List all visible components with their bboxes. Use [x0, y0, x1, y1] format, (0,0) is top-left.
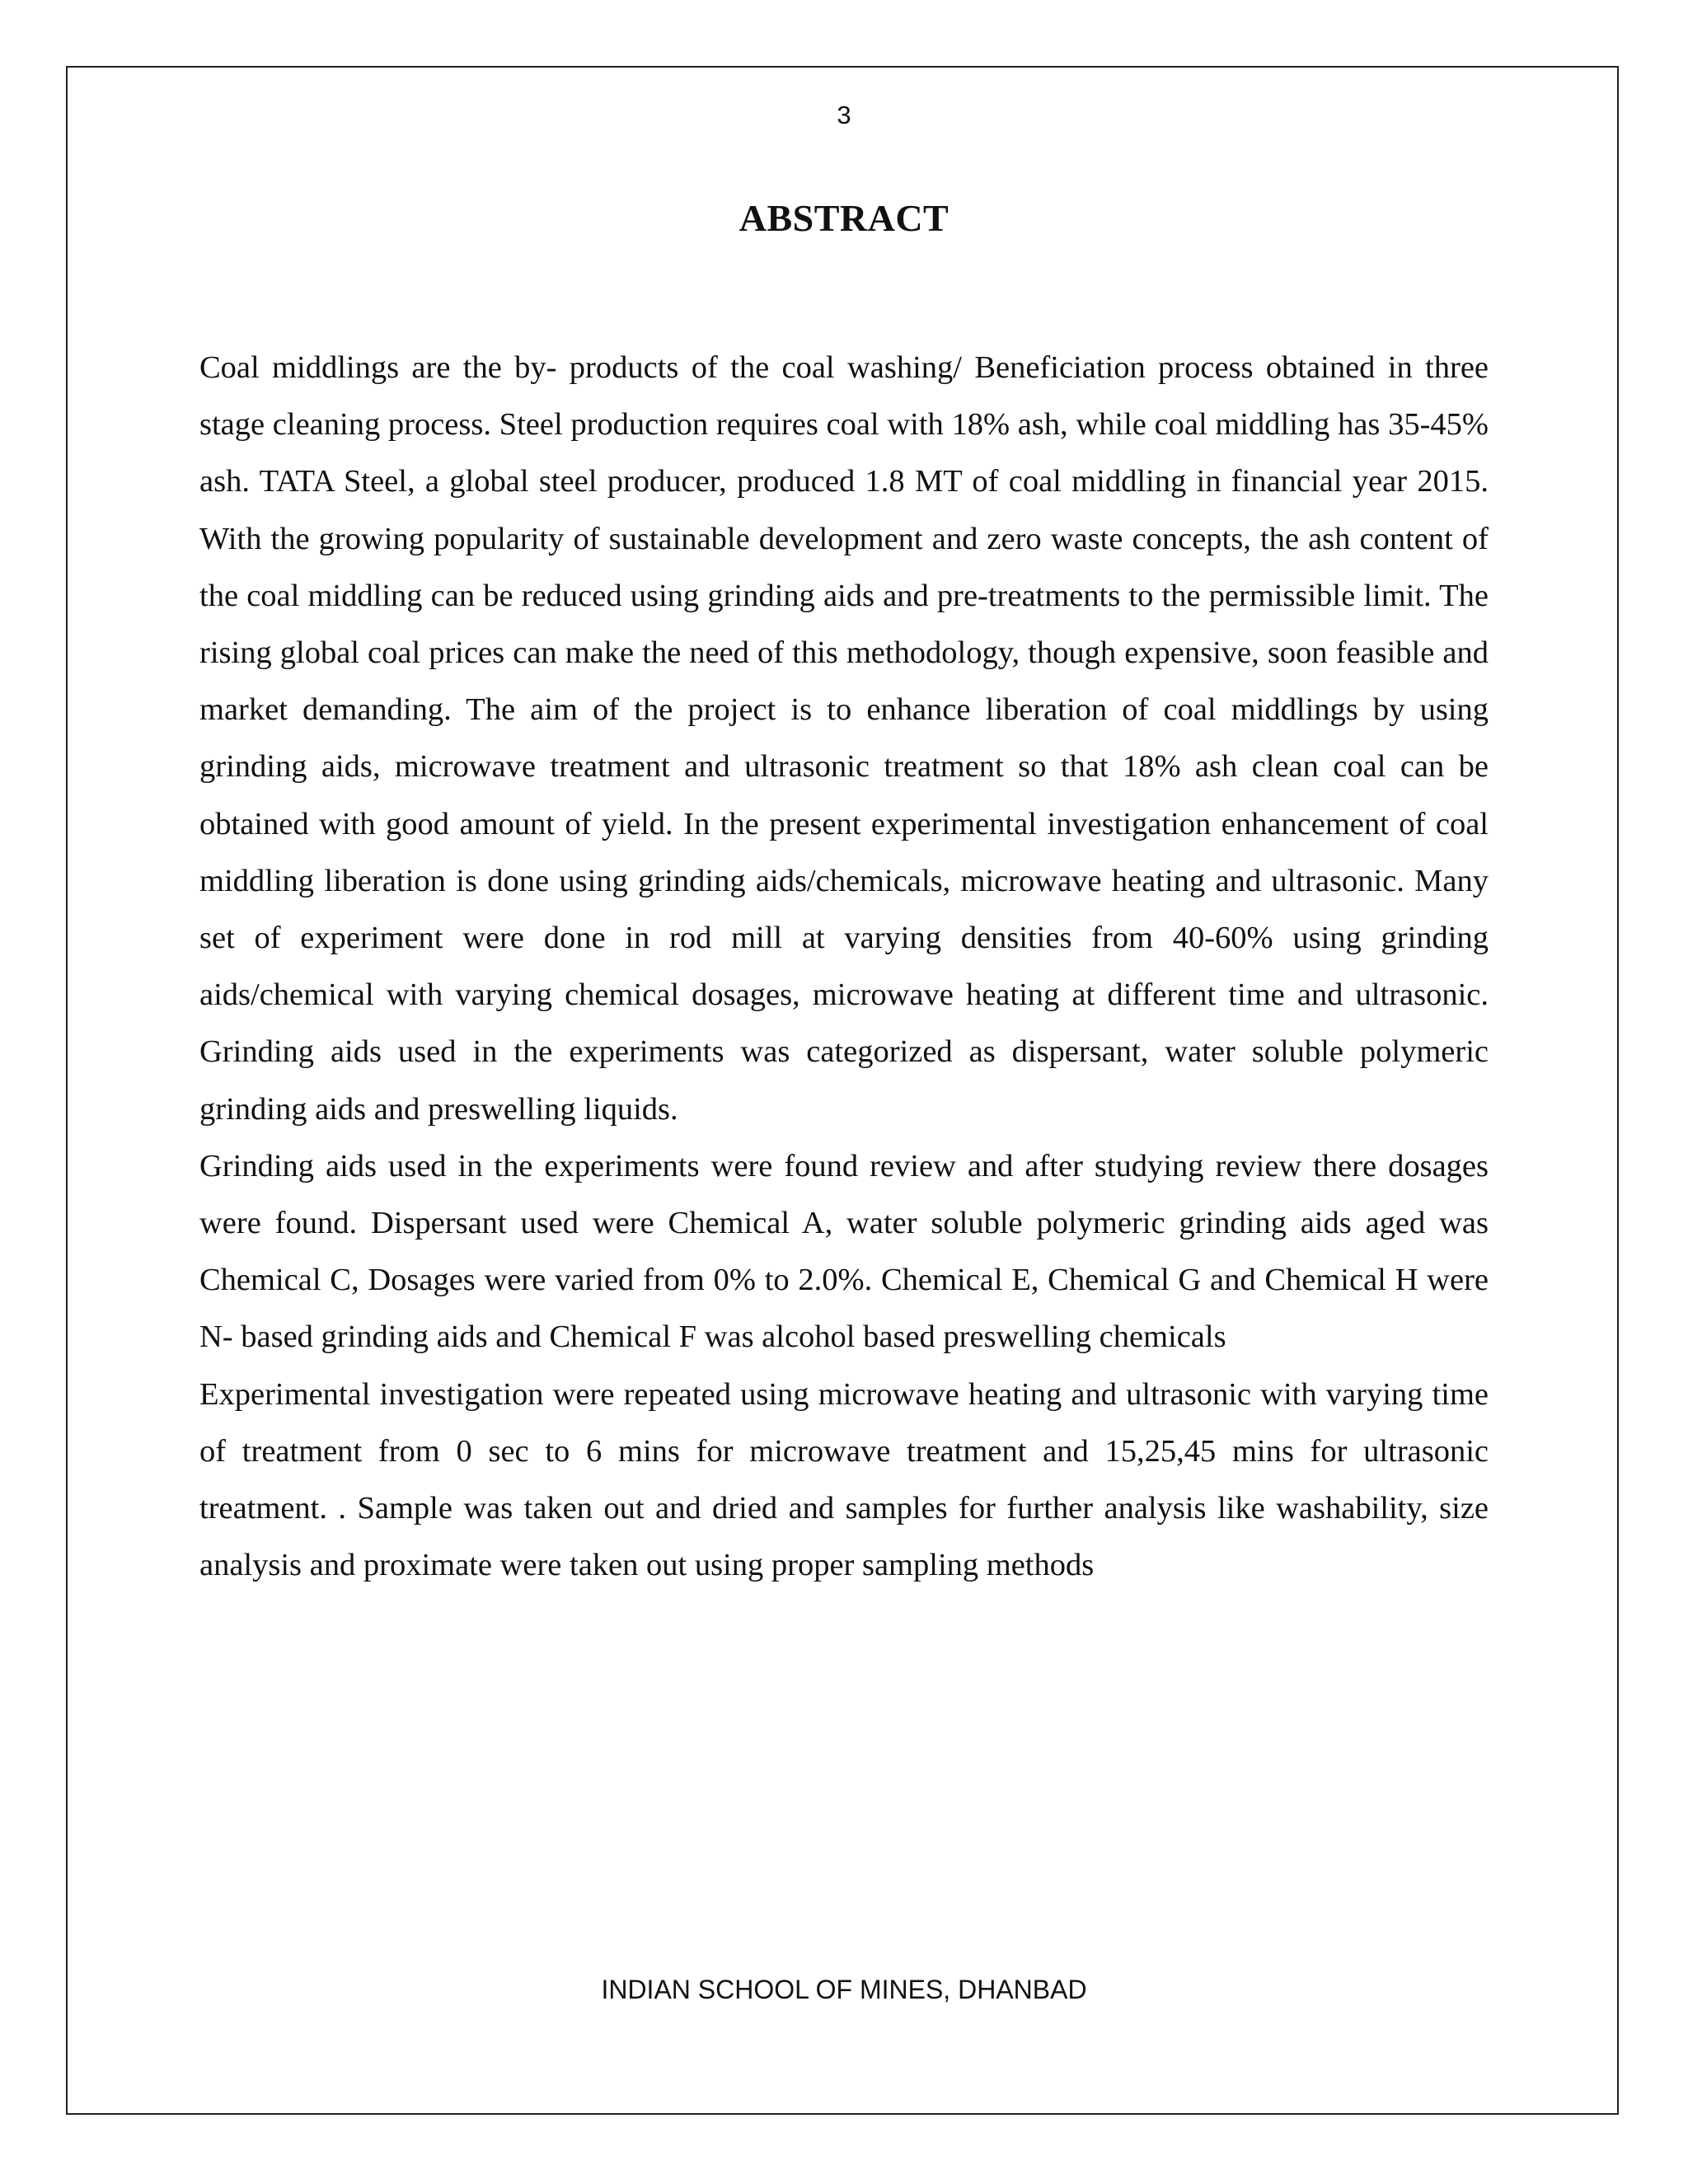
abstract-body [199, 340, 1489, 1594]
abstract-paragraph-1: Coal middlings are the by- products of the coal washing/ Beneficiation process obtained in three stage cleaning process. Steel production requires coal with 18% ash, while coal middling has 35-45% ash. TATA Steel, a global steel producer, produced 1.8 MT of coal middling in financial year 2015. With the growing popularity of sustainable development and zero waste concepts, the ash content of the coal middling can be reduced using grinding aids and pre-treatments to the permissible limit. The rising global coal prices can make the need of this methodology, though expensive, soon feasible and market demanding. The aim of the project is to enhance liberation of coal middlings by using grinding aids, microwave treatment and ultrasonic treatment so that 18% ash clean coal can be obtained with good amount of yield. In the present experimental investigation enhancement of coal middling liberation is done using grinding aids/chemicals, microwave heating and ultrasonic. Many set of experiment were done in rod mill at varying densities from 40-60% using grinding aids/chemical with varying chemical dosages, microwave heating at different time and ultrasonic. Grinding aids used in the experiments was categorized as dispersant, water soluble polymeric grinding aids and preswelling liquids. [199, 350, 1489, 1127]
page-footer: INDIAN SCHOOL OF MINES, DHANBAD [601, 1975, 1087, 2004]
page-number: 3 [837, 101, 851, 129]
page-title: ABSTRACT [738, 197, 950, 239]
abstract-paragraph-2: Grinding aids used in the experiments were found review and after studying review there dosages were found. Dispersant used were Chemical A, water soluble polymeric grinding aids aged was Chemical C, Dosages were varied from 0% to 2.0%. Chemical E, Chemical G and Chemical H were N- based grinding aids and Chemical F was alcohol based preswelling chemicals [199, 1148, 1489, 1355]
abstract-paragraph-3: Experimental investigation were repeated using microwave heating and ultrasonic with varying time of treatment from 0 sec to 6 mins for microwave treatment and 15,25,45 mins for ultrasonic treatment. . Sample was taken out and dried and samples for further analysis like washability, size analysis and proximate were taken out using proper sampling methods [199, 1376, 1489, 1583]
